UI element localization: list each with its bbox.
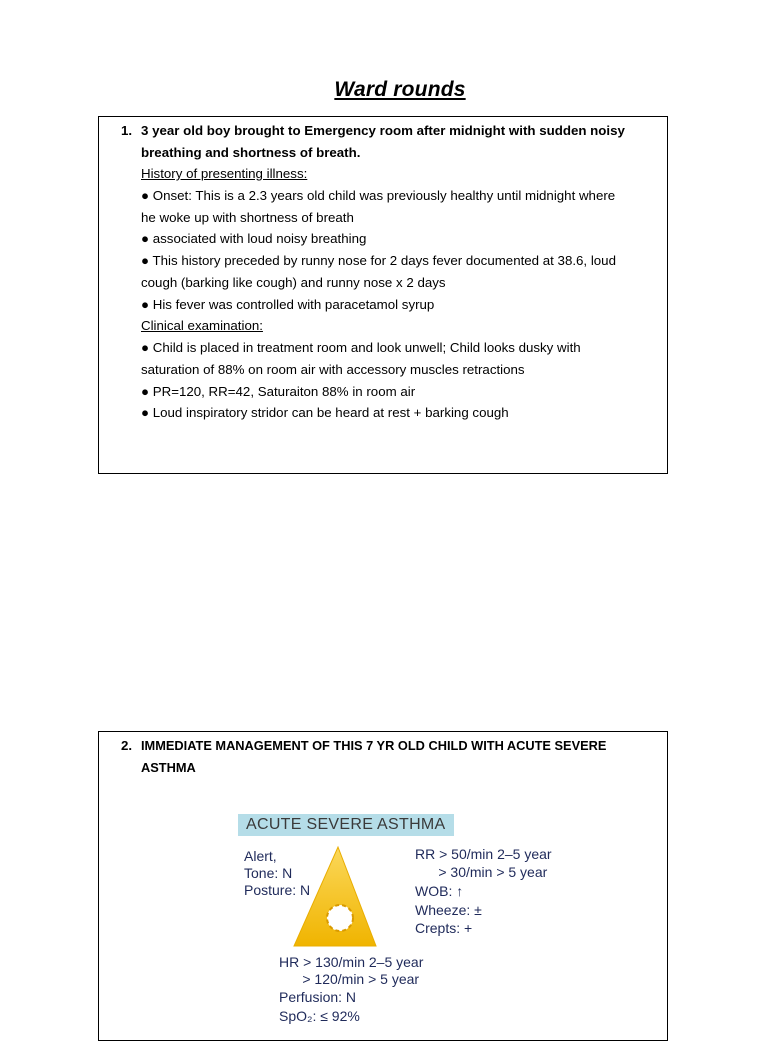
figure-bottom-line-2: > 120/min > 5 year [279,971,420,987]
exam-item-2-text: PR=120, RR=42, Saturaiton 88% in room air [152,384,416,399]
figure-bottom-line-1: HR > 130/min 2–5 year [279,954,424,970]
case-1-heading-line1: 3 year old boy brought to Emergency room after midnight with sudden noisy [141,123,625,138]
exam-item-3 [141,402,656,424]
case-2-heading-line1: IMMEDIATE MANAGEMENT OF THIS 7 YR OLD CHILD WITH ACUTE SEVERE [141,738,607,753]
figure-bottom-line-4: SpO₂: ≤ 92% [279,1008,360,1024]
hpi-onset-line1 [141,185,656,207]
figure-right-line-2: > 30/min > 5 year [415,864,548,880]
figure-left-line-2: Tone: N [244,865,293,881]
bullet: ● [141,188,150,203]
figure-right-line-5: Crepts: + [415,920,473,936]
hpi-item-3-text: This history preceded by runny nose for 2 days fever documented at 38.6, loud [152,253,616,268]
exam-item-2 [141,381,656,403]
figure-left-line-1: Alert, [244,848,277,864]
figure-bottom-line-3: Perfusion: N [279,989,357,1005]
case-1-heading-line2: breathing and shortness of breath. [141,145,361,160]
hpi-item-3 [141,250,656,272]
case-1-number: 1. [121,123,133,138]
hpi-item-2 [141,228,656,250]
case-2-heading-line2: ASTHMA [141,760,196,775]
hpi-onset-line2: he woke up with shortness of breath [141,210,354,225]
bullet: ● [141,340,150,355]
figure-right-line-3: WOB: ↑ [415,883,464,899]
bullet: ● [141,253,150,268]
page-title: Ward rounds [334,78,466,101]
bullet: ● [141,384,150,399]
figure-left-line-3: Posture: N [244,882,311,898]
bullet: ● [141,297,150,312]
hpi-item-4-text: His fever was controlled with paracetamol syrup [152,297,435,312]
hpi-item-2-text: associated with loud noisy breathing [152,231,367,246]
exam-item-3-text: Loud inspiratory stridor can be heard at rest + barking cough [152,405,509,420]
hpi-item-3-line2: cough (barking like cough) and runny nose x 2 days [141,275,446,290]
case-2-number: 2. [121,738,133,753]
exam-item-1 [141,337,656,359]
bullet: ● [141,231,150,246]
exam-item-1-line2: saturation of 88% on room air with accessory muscles retractions [141,362,525,377]
exam-label: Clinical examination: [141,318,263,333]
hpi-onset-label: Onset: [152,188,192,203]
figure-right-line-4: Wheeze: ± [415,902,482,918]
hpi-item-4 [141,294,656,316]
exam-item-1-text: Child is placed in treatment room and look unwell; Child looks dusky with [152,340,581,355]
acute-severe-asthma-figure [238,814,578,1024]
figure-right-line-1: RR > 50/min 2–5 year [415,846,552,862]
bullet: ● [141,405,150,420]
figure-title: ACUTE SEVERE ASTHMA [238,814,454,836]
hpi-label: History of presenting illness: [141,166,308,181]
hpi-onset-text: This is a 2.3 years old child was previously healthy until midnight where [191,188,616,203]
